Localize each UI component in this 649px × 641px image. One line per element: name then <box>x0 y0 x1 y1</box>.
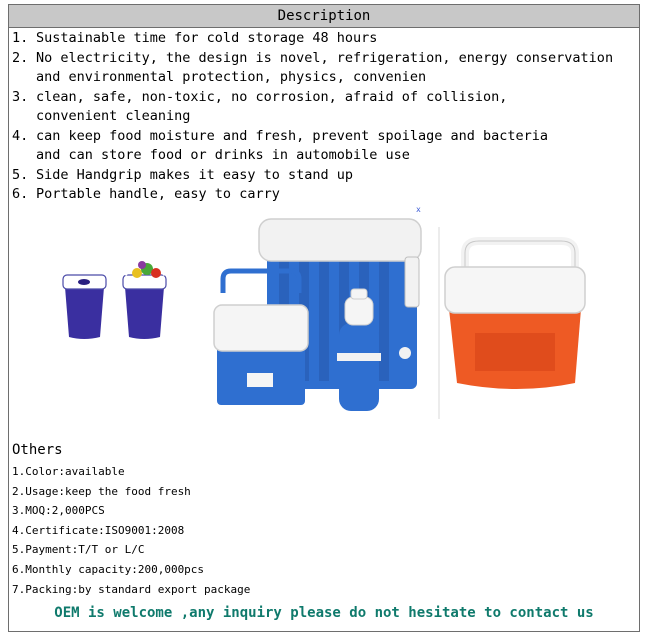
others-list <box>12 462 250 599</box>
item-number: 5. <box>12 166 29 183</box>
list-item: 7.Packing:by standard export package <box>12 582 251 596</box>
list-item <box>12 49 613 88</box>
product-photos <box>9 213 639 423</box>
list-item: 1.Color:available <box>12 465 125 478</box>
item-number: 6. <box>12 186 29 202</box>
item-number: 2. <box>12 49 29 66</box>
item-text: clean, safe, non-toxic, no corrosion, afraid of collision, convenient cleaning <box>36 88 508 124</box>
description-header: Description <box>9 5 639 28</box>
item-text: Sustainable time for cold storage 48 hours <box>36 30 378 46</box>
photo-mark: x <box>416 205 421 214</box>
item-number: 4. <box>12 127 29 144</box>
item-text: can keep food moisture and fresh, prevent spoilage and bacteria and can store food or drinks in automobile use <box>36 127 549 163</box>
list-item <box>12 127 613 166</box>
list-item <box>12 166 613 186</box>
list-item <box>12 88 613 127</box>
list-item: 2.Usage:keep the food fresh <box>12 484 191 498</box>
item-number: 3. <box>12 88 29 105</box>
list-item: 6.Monthly capacity:200,000pcs <box>12 562 205 576</box>
item-text: Side Handgrip makes it easy to stand up <box>36 166 353 183</box>
list-item <box>12 29 613 49</box>
list-item: 4.Certificate:ISO9001:2008 <box>12 523 185 537</box>
others-title: Others <box>12 442 63 458</box>
product-description-panel <box>8 4 640 632</box>
list-item: 3.MOQ:2,000PCS <box>12 504 105 518</box>
description-list <box>12 29 613 205</box>
item-text: Portable handle, easy to carry <box>36 186 280 202</box>
list-item: 5.Payment:T/T or L/C <box>12 543 145 557</box>
item-text: No electricity, the design is novel, refrigeration, energy conservation and environmental protection, physics, convenien <box>36 49 614 85</box>
item-number: 1. <box>12 30 29 46</box>
orange-cooler-image <box>445 241 585 389</box>
contact-footer: OEM is welcome ,any inquiry please do not hesitate to contact us <box>54 605 594 621</box>
purple-cooler-pair-image <box>63 261 166 339</box>
list-item <box>12 185 613 205</box>
